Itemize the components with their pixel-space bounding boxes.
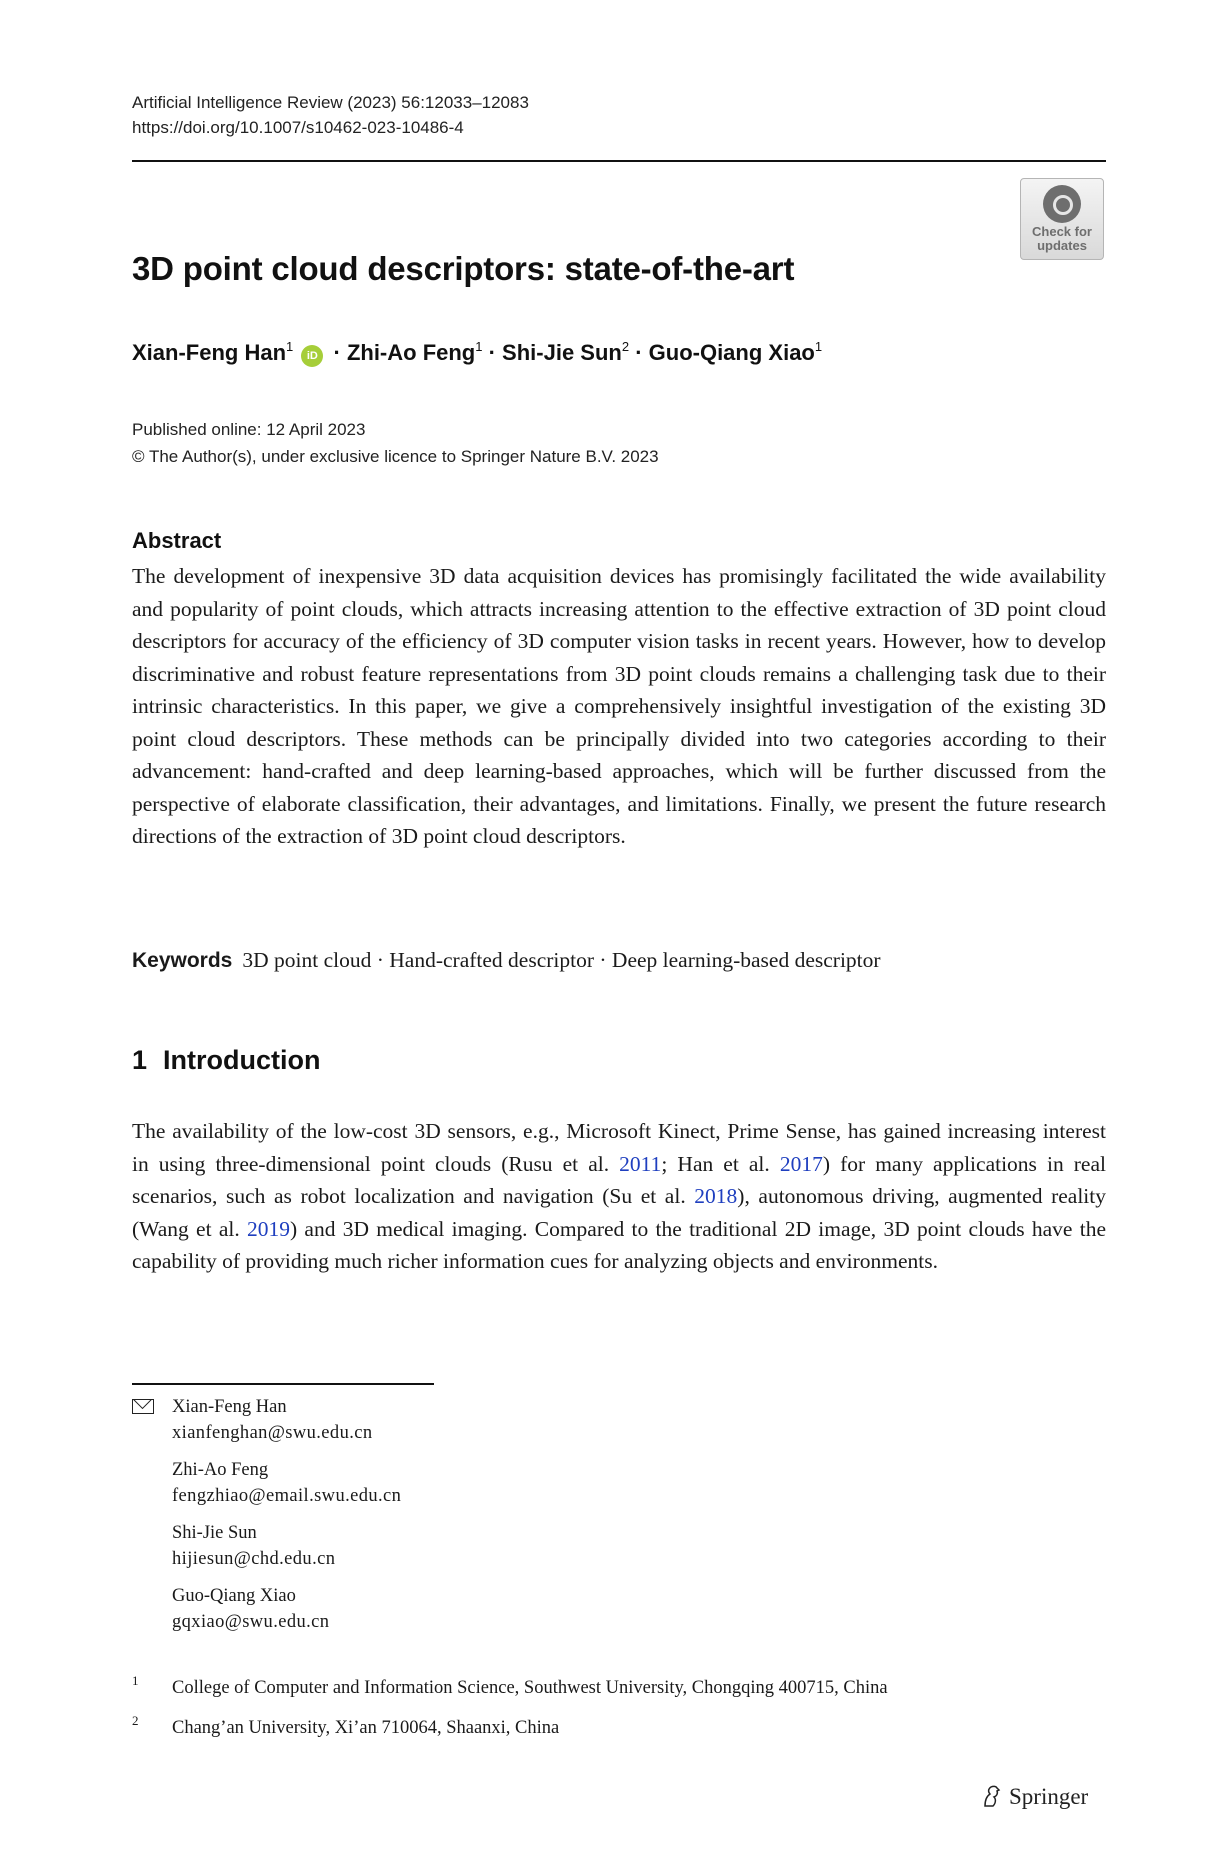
contact-entry <box>132 1394 832 1446</box>
author-list <box>132 340 822 367</box>
keywords-text: 3D point cloud · Hand-crafted descriptor · Deep learning-based descriptor <box>242 948 881 972</box>
author-name[interactable]: Shi-Jie Sun <box>502 340 622 365</box>
check-for-updates-icon <box>1043 185 1081 223</box>
badge-line-1: Check for <box>1032 224 1092 239</box>
author-separator: · <box>629 340 649 365</box>
author-contacts <box>132 1394 832 1646</box>
springer-horse-icon <box>981 1784 1003 1808</box>
paper-title: 3D point cloud descriptors: state-of-the-art <box>132 250 795 287</box>
affiliation-entry <box>132 1715 888 1741</box>
author-affiliation-mark: 1 <box>814 339 823 354</box>
contact-email[interactable]: hijiesun@chd.edu.cn <box>172 1549 336 1569</box>
author-separator: · <box>327 340 347 365</box>
affiliation-entry <box>132 1675 888 1701</box>
affiliation-number: 1 <box>132 1673 139 1688</box>
keywords-label: Keywords <box>132 949 233 972</box>
author-affiliation-mark: 1 <box>475 339 483 354</box>
contact-email[interactable]: fengzhiao@email.swu.edu.cn <box>172 1486 402 1506</box>
citation-link[interactable]: 2018 <box>694 1184 738 1208</box>
published-date: Published online: 12 April 2023 <box>132 420 366 439</box>
contact-entry <box>132 1520 832 1572</box>
header-rule <box>132 160 1106 162</box>
intro-text: The availability of the low-cost 3D sensors, e.g., Microsoft Kinect, Prime Sense, has gained increasing interest in using three-dimensional point clouds (Rusu et al. <box>132 1119 1106 1176</box>
intro-text: ) for many applications in real scenarios, such as robot localization and navigation (Su et al. <box>132 1151 1106 1208</box>
publisher-logo <box>981 1784 1088 1810</box>
contact-name: Guo-Qiang Xiao <box>172 1586 296 1606</box>
orcid-icon[interactable]: iD <box>301 345 323 367</box>
envelope-icon <box>132 1399 154 1414</box>
journal-citation: Artificial Intelligence Review (2023) 56:12033–12083 <box>132 93 529 112</box>
abstract-text: The development of inexpensive 3D data acquisition devices has promisingly facilitated the wide availability and popularity of point clouds, which attracts increasing attention to the effective extraction of 3D point cloud descriptors for accuracy of the efficiency of 3D computer vision tasks in recent years. However, how to develop discriminative and robust feature representations from 3D point clouds remains a challenging task due to their intrinsic characteristics. In this paper, we give a comprehensively insightful investigation of the existing 3D point cloud descriptors. These methods can be principally divided into two categories according to their advancement: hand-crafted and deep learning-based approaches, which will be further discussed from the perspective of elaborate classification, their advantages, and limitations. Finally, we present the future research directions of the extraction of 3D point cloud descriptors. <box>132 564 1106 848</box>
citation-link[interactable]: 2011 <box>619 1151 662 1176</box>
intro-text: ; Han et al. <box>661 1151 780 1176</box>
badge-line-2: updates <box>1037 238 1087 253</box>
affiliation-text: College of Computer and Information Science, Southwest University, Chongqing 400715, China <box>172 1678 888 1698</box>
abstract-heading: Abstract <box>132 528 222 553</box>
affiliations <box>132 1675 888 1741</box>
check-for-updates-badge[interactable] <box>1020 178 1104 260</box>
author-affiliation-mark: 1 <box>286 339 294 354</box>
section-heading <box>132 1045 321 1076</box>
citation-link[interactable]: 2019 <box>247 1216 290 1241</box>
contact-entry <box>132 1583 832 1635</box>
affiliation-number: 2 <box>132 1713 139 1728</box>
publication-info <box>132 416 659 470</box>
affiliation-text: Chang’an University, Xi’an 710064, Shaanxi, China <box>172 1718 560 1738</box>
section-number: 1 <box>132 1045 148 1075</box>
author-separator: · <box>482 340 503 365</box>
running-header <box>132 90 1106 140</box>
contact-name: Xian-Feng Han <box>172 1397 287 1417</box>
intro-text: ), autonomous driving, augmented reality (Wang et al. <box>132 1184 1106 1241</box>
intro-text: ) and 3D medical imaging. Compared to the traditional 2D image, 3D point clouds have the capability of providing much richer information cues for analyzing objects and environments. <box>132 1216 1106 1273</box>
author-name[interactable]: Zhi-Ao Feng <box>346 340 476 365</box>
citation-link[interactable]: 2017 <box>779 1151 823 1176</box>
keywords-line <box>132 948 881 973</box>
footnote-rule <box>132 1383 434 1385</box>
author-affiliation-mark: 2 <box>621 339 630 354</box>
contact-entry <box>132 1457 832 1509</box>
author-name[interactable]: Xian-Feng Han <box>132 340 287 365</box>
author-name[interactable]: Guo-Qiang Xiao <box>648 340 815 365</box>
section-title: Introduction <box>163 1045 321 1075</box>
copyright-line: © The Author(s), under exclusive licence to Springer Nature B.V. 2023 <box>132 447 659 466</box>
contact-email[interactable]: xianfenghan@swu.edu.cn <box>172 1423 373 1443</box>
contact-name: Zhi-Ao Feng <box>172 1460 269 1480</box>
contact-name: Shi-Jie Sun <box>172 1523 257 1543</box>
doi-link[interactable]: https://doi.org/10.1007/s10462-023-10486-4 <box>132 118 464 137</box>
publisher-name: Springer <box>1009 1784 1089 1809</box>
contact-email[interactable]: gqxiao@swu.edu.cn <box>172 1612 330 1632</box>
introduction-paragraph <box>132 1115 1106 1278</box>
